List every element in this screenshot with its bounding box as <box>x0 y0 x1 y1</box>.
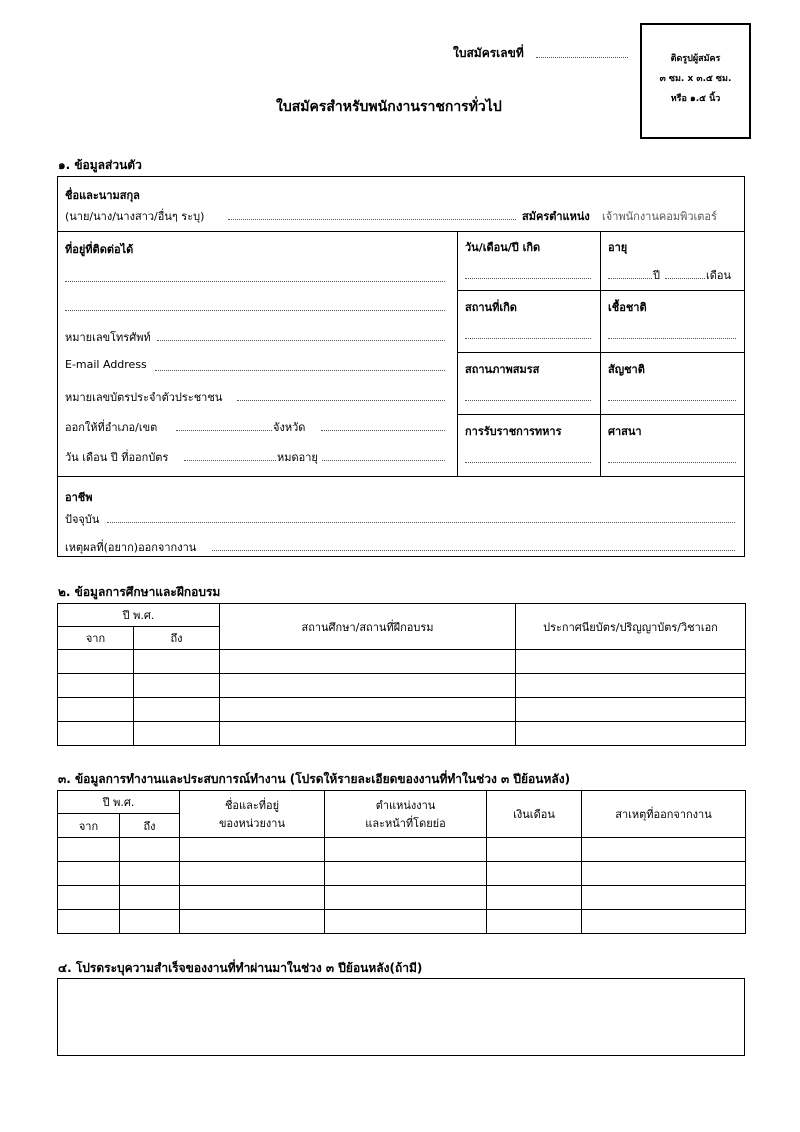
edu-from-header: จาก <box>58 627 134 650</box>
photo-instruction-line1: ติดรูปผู้สมัคร <box>670 54 721 64</box>
photo-instruction-line2: ๓ ซม. x ๓.๕ ซม. <box>659 74 732 84</box>
email-field[interactable] <box>155 370 445 371</box>
work-position-header-line1: ตำแหน่งงาน <box>375 799 436 812</box>
religion-label: ศาสนา <box>608 425 642 438</box>
issue-date-label: วัน เดือน ปี ที่ออกบัตร <box>65 451 169 464</box>
work-org-header-line1: ชื่อและที่อยู่ <box>224 799 280 812</box>
birthplace-label: สถานที่เกิด <box>465 301 517 314</box>
section1-heading: ๑. ข้อมูลส่วนตัว <box>58 158 142 172</box>
work-year-header: ปี พ.ศ. <box>58 791 180 814</box>
photo-box <box>640 23 751 139</box>
race-label: เชื้อชาติ <box>608 301 647 314</box>
leave-reason-label: เหตุผลที่(อยาก)ออกจากงาน <box>65 541 197 554</box>
dob-label: วัน/เดือน/ปี เกิด <box>465 241 541 254</box>
id-card-field[interactable] <box>237 400 445 401</box>
occupation-label: อาชีพ <box>65 491 93 504</box>
name-prefix-label: (นาย/นาง/นางสาว/อื่นๆ ระบุ) <box>65 210 205 223</box>
military-service-label: การรับราชการทหาร <box>465 425 562 438</box>
marital-status-field[interactable] <box>465 400 591 401</box>
table-row <box>58 838 746 862</box>
age-month-unit: เดือน <box>706 269 732 282</box>
issued-district-field[interactable] <box>176 430 272 431</box>
dob-field[interactable] <box>465 278 591 279</box>
age-label: อายุ <box>608 241 628 254</box>
military-service-field[interactable] <box>465 462 591 463</box>
id-card-label: หมายเลขบัตรประจำตัวประชาชน <box>65 391 223 404</box>
divider <box>57 476 745 477</box>
table-row <box>58 698 746 722</box>
position-label: สมัครตำแหน่ง <box>522 210 590 223</box>
phone-field[interactable] <box>157 340 445 341</box>
section2-heading: ๒. ข้อมูลการศึกษาและฝึกอบรม <box>58 585 221 599</box>
application-number-label: ใบสมัครเลขที่ <box>453 46 524 60</box>
section4-heading: ๔. โปรดระบุความสำเร็จของงานที่ทำผ่านมาในช่วง ๓ ปีย้อนหลัง(ถ้ามี) <box>58 961 423 975</box>
education-table <box>57 603 746 746</box>
page-title: ใบสมัครสำหรับพนักงานราชการทั่วไป <box>276 99 502 115</box>
divider <box>457 290 745 291</box>
expiry-label: หมดอายุ <box>277 451 318 464</box>
age-year-unit: ปี <box>653 269 660 282</box>
work-org-header-line2: ของหน่วยงาน <box>219 817 285 830</box>
divider <box>457 231 458 476</box>
divider <box>457 352 745 353</box>
issue-date-field[interactable] <box>184 460 276 461</box>
province-field[interactable] <box>321 430 445 431</box>
nationality-field[interactable] <box>608 400 736 401</box>
work-from-header: จาก <box>58 814 120 838</box>
expiry-field[interactable] <box>322 460 445 461</box>
table-row <box>58 910 746 934</box>
divider <box>600 231 601 476</box>
divider <box>457 414 745 415</box>
email-label: E-mail Address <box>65 358 147 371</box>
achievements-field[interactable] <box>57 978 745 1056</box>
work-position-header-line2: และหน้าที่โดยย่อ <box>365 817 446 830</box>
marital-status-label: สถานภาพสมรส <box>465 363 540 376</box>
address-field-line2[interactable] <box>65 310 445 311</box>
table-row <box>58 886 746 910</box>
province-label: จังหวัด <box>273 421 306 434</box>
table-row <box>58 722 746 746</box>
table-row <box>58 650 746 674</box>
age-years-field[interactable] <box>608 278 652 279</box>
name-field[interactable] <box>228 219 516 220</box>
birthplace-field[interactable] <box>465 338 591 339</box>
address-label: ที่อยู่ที่ติดต่อได้ <box>65 243 134 256</box>
section3-heading: ๓. ข้อมูลการทำงานและประสบการณ์ทำงาน (โปรดให้รายละเอียดของงานที่ทำในช่วง ๓ ปีย้อนหลัง) <box>58 772 571 786</box>
edu-year-header: ปี พ.ศ. <box>58 604 220 627</box>
edu-institution-header: สถานศึกษา/สถานที่ฝึกอบรม <box>220 604 516 650</box>
name-label: ชื่อและนามสกุล <box>65 189 140 202</box>
race-field[interactable] <box>608 338 736 339</box>
position-value: เจ้าพนักงานคอมพิวเตอร์ <box>602 210 717 223</box>
current-occupation-field[interactable] <box>107 522 735 523</box>
current-occupation-label: ปัจจุบัน <box>65 513 100 526</box>
address-field-line1[interactable] <box>65 281 445 282</box>
work-leave-reason-header: สาเหตุที่ออกจากงาน <box>582 791 746 838</box>
divider <box>57 231 745 232</box>
work-position-header <box>325 791 487 838</box>
work-experience-table <box>57 790 746 934</box>
edu-to-header: ถึง <box>134 627 220 650</box>
phone-label: หมายเลขโทรศัพท์ <box>65 331 151 344</box>
photo-instruction-line3: หรือ ๑.๕ นิ้ว <box>670 94 721 104</box>
work-org-header <box>180 791 325 838</box>
application-number-field[interactable] <box>536 57 628 58</box>
nationality-label: สัญชาติ <box>608 363 645 376</box>
table-row <box>58 862 746 886</box>
work-to-header: ถึง <box>120 814 180 838</box>
leave-reason-field[interactable] <box>212 550 735 551</box>
edu-degree-header: ประกาศนียบัตร/ปริญญาบัตร/วิชาเอก <box>516 604 746 650</box>
age-months-field[interactable] <box>665 278 705 279</box>
issued-district-label: ออกให้ที่อำเภอ/เขต <box>65 421 158 434</box>
table-row <box>58 674 746 698</box>
religion-field[interactable] <box>608 462 736 463</box>
work-salary-header: เงินเดือน <box>487 791 582 838</box>
